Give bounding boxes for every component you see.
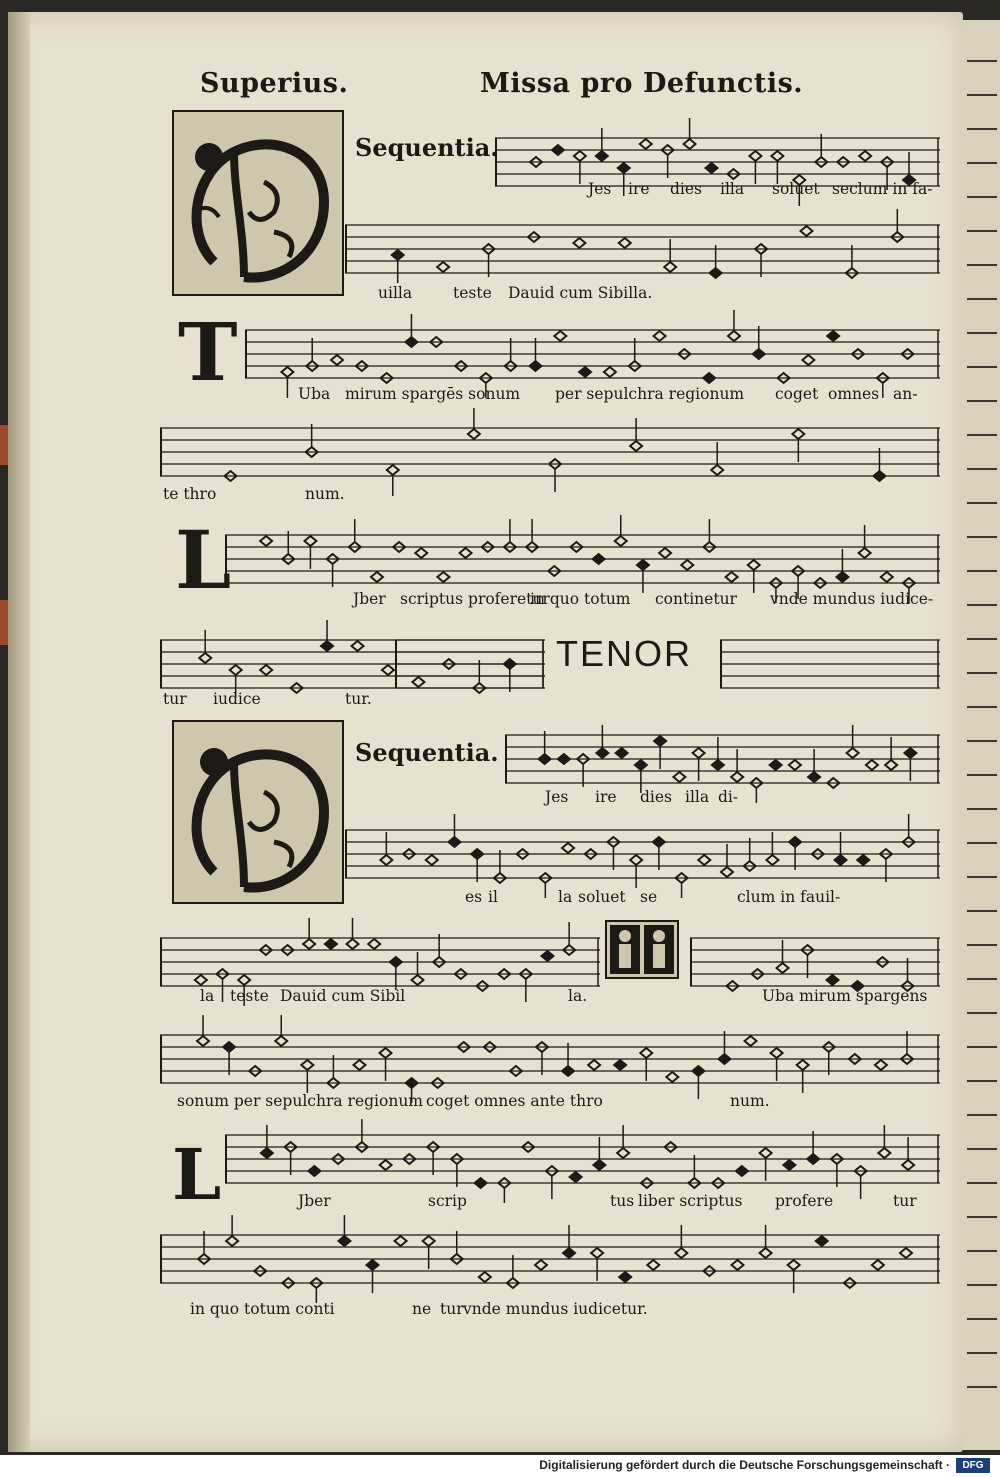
note-mark (437, 572, 449, 582)
note-mark (873, 471, 885, 481)
note-mark (836, 572, 848, 582)
note-mark (618, 163, 630, 173)
note-mark (635, 760, 647, 770)
note-mark (630, 855, 642, 865)
facing-page-line (967, 1148, 997, 1150)
note-mark (562, 1066, 574, 1076)
note-mark (460, 548, 472, 558)
note-mark (835, 855, 847, 865)
figures-icon (607, 922, 677, 977)
note-mark (728, 331, 740, 341)
lyric-syllable: il (488, 888, 498, 906)
lyric-syllable: te thro (163, 485, 217, 503)
lyric-syllable: Dauid cum Sibil (280, 987, 406, 1005)
facing-page-line (967, 570, 997, 572)
note-mark (802, 355, 814, 365)
lyric-syllable: in quo totum conti (190, 1300, 335, 1318)
note-mark (412, 975, 424, 985)
note-mark (542, 951, 554, 961)
lyric-syllable: teste (230, 987, 269, 1005)
facing-page-line (967, 1046, 997, 1048)
facing-page-line (967, 468, 997, 470)
note-mark (392, 250, 404, 260)
facing-page-line (967, 978, 997, 980)
funding-credit: Digitalisierung gefördert durch die Deutsche Forschungsgemeinschaft · (539, 1458, 950, 1472)
lyric-syllable: profere (775, 1192, 834, 1210)
lyric-syllable: mirum spargēs sonum (345, 385, 521, 403)
note-mark (197, 1036, 209, 1046)
note-mark (664, 262, 676, 272)
facing-page-line (967, 94, 997, 96)
note-mark (226, 1236, 238, 1246)
note-mark (777, 963, 789, 973)
lyric-syllable: soluet (578, 888, 626, 906)
facing-page-edge (963, 20, 1000, 1450)
facing-page-line (967, 536, 997, 538)
note-mark (760, 1148, 772, 1158)
note-mark (726, 572, 738, 582)
note-mark (573, 238, 585, 248)
note-mark (448, 837, 460, 847)
small-figure-woodcut (605, 920, 679, 979)
music-staff (225, 1115, 940, 1203)
note-mark (615, 536, 627, 546)
initial-letter-L: L (175, 513, 232, 607)
music-staff (720, 620, 940, 708)
note-mark (902, 1160, 914, 1170)
note-mark (591, 1248, 603, 1258)
bookmark-tab (0, 600, 8, 645)
note-mark (371, 572, 383, 582)
note-mark (406, 1078, 418, 1088)
note-mark (797, 1060, 809, 1070)
note-mark (731, 772, 743, 782)
note-mark (866, 760, 878, 770)
note-mark (875, 1060, 887, 1070)
note-mark (640, 139, 652, 149)
note-mark (666, 1072, 678, 1082)
facing-page-line (967, 60, 997, 62)
note-mark (703, 373, 715, 383)
section-label: Sequentia. (355, 738, 499, 767)
music-staff (160, 408, 940, 496)
facing-page-line (967, 910, 997, 912)
note-mark (675, 1248, 687, 1258)
lyric-syllable: scriptus proferetur (400, 590, 550, 608)
lyric-syllable: coget omnes ante thro (426, 1092, 603, 1110)
lyric-syllable: liber scriptus (638, 1192, 743, 1210)
note-mark (380, 855, 392, 865)
lyric-syllable: iudice (213, 690, 261, 708)
note-mark (479, 1272, 491, 1282)
lyric-syllable: sonum per sepulchra regionum (177, 1092, 423, 1110)
page-title: Missa pro Defunctis. (480, 68, 804, 99)
note-mark (698, 855, 710, 865)
lyric-syllable: continetur (655, 590, 737, 608)
lyric-syllable: tur (440, 1300, 464, 1318)
note-mark (238, 975, 250, 985)
note-mark (275, 1036, 287, 1046)
facing-page-line (967, 740, 997, 742)
lyric-syllable: soluet (772, 180, 820, 198)
note-mark (745, 1036, 757, 1046)
music-staff (345, 810, 940, 898)
note-mark (827, 975, 839, 985)
lyric-syllable: tus (610, 1192, 635, 1210)
lyric-syllable: es (465, 888, 483, 906)
note-mark (681, 560, 693, 570)
note-mark (353, 1060, 365, 1070)
note-mark (640, 1048, 652, 1058)
section-label: Sequentia. (355, 133, 499, 162)
lyric-syllable: teste (453, 284, 492, 302)
note-mark (710, 268, 722, 278)
note-mark (382, 665, 394, 675)
facing-page-line (967, 196, 997, 198)
lyric-syllable: tur (163, 690, 187, 708)
lyric-syllable: dies (670, 180, 703, 198)
facing-page-line (967, 774, 997, 776)
facing-page-line (967, 1250, 997, 1252)
note-mark (792, 429, 804, 439)
note-mark (223, 1042, 235, 1052)
note-mark (558, 754, 570, 764)
lyric-syllable: Dauid cum Sibilla. (508, 284, 653, 302)
note-mark (331, 355, 343, 365)
note-mark (304, 536, 316, 546)
facing-page-line (967, 944, 997, 946)
note-mark (904, 748, 916, 758)
note-mark (900, 1248, 912, 1258)
music-staff (345, 205, 940, 293)
note-mark (539, 754, 551, 764)
facing-page-line (967, 1352, 997, 1354)
initial-ornament-icon (174, 112, 342, 294)
voice-part-heading: Superius. (200, 68, 349, 99)
note-mark (654, 736, 666, 746)
facing-page-line (967, 230, 997, 232)
note-mark (881, 572, 893, 582)
note-mark (617, 1148, 629, 1158)
note-mark (475, 1178, 487, 1188)
note-mark (260, 536, 272, 546)
note-mark (659, 548, 671, 558)
note-mark (562, 843, 574, 853)
lyric-syllable: ire (628, 180, 650, 198)
note-mark (405, 337, 417, 347)
note-mark (387, 465, 399, 475)
note-mark (325, 939, 337, 949)
lyric-syllable: an- (893, 385, 918, 403)
note-mark (554, 331, 566, 341)
lyric-syllable: num. (730, 1092, 770, 1110)
note-mark (619, 1272, 631, 1282)
lyric-syllable: ire (595, 788, 617, 806)
note-mark (647, 1260, 659, 1270)
facing-page-line (967, 128, 997, 130)
facing-page-line (967, 1182, 997, 1184)
note-mark (788, 1260, 800, 1270)
note-mark (347, 939, 359, 949)
note-mark (570, 1172, 582, 1182)
note-mark (426, 855, 438, 865)
note-mark (230, 665, 242, 675)
voice-heading-tenor: TENOR (556, 633, 692, 674)
note-mark (808, 772, 820, 782)
note-mark (721, 867, 733, 877)
facing-page-line (967, 638, 997, 640)
note-mark (199, 653, 211, 663)
note-mark (654, 331, 666, 341)
note-mark (771, 151, 783, 161)
facing-page-line (967, 162, 997, 164)
note-mark (468, 429, 480, 439)
note-mark (859, 548, 871, 558)
note-mark (574, 151, 586, 161)
initial-ornament-icon (174, 722, 342, 902)
note-mark (878, 1148, 890, 1158)
note-mark (380, 1048, 392, 1058)
note-mark (816, 1236, 828, 1246)
initial-letter-T: T (178, 305, 238, 399)
facing-page-line (967, 808, 997, 810)
lyric-syllable: tur (893, 1192, 917, 1210)
music-staff (160, 1215, 940, 1303)
note-mark (827, 331, 839, 341)
facing-page-line (967, 876, 997, 878)
lyric-syllable: la (558, 888, 573, 906)
lyric-syllable: Jber (353, 590, 386, 608)
page-gutter (8, 12, 30, 1452)
note-mark (368, 939, 380, 949)
note-mark (732, 1260, 744, 1270)
note-mark (760, 1248, 772, 1258)
decorated-initial-woodcut (172, 720, 344, 904)
note-mark (712, 760, 724, 770)
facing-page-line (967, 1284, 997, 1286)
lyric-syllable: illa (720, 180, 745, 198)
note-mark (872, 1260, 884, 1270)
note-mark (783, 1160, 795, 1170)
note-mark (563, 1248, 575, 1258)
music-staff (160, 1015, 940, 1103)
decorated-initial-woodcut (172, 110, 344, 296)
note-mark (415, 548, 427, 558)
facing-page-line (967, 1318, 997, 1320)
note-mark (789, 760, 801, 770)
lyric-syllable: in quo totum (530, 590, 631, 608)
lyric-syllable: per sepulchra regionum (555, 385, 745, 403)
lyric-syllable: Uba mirum spargens (762, 987, 928, 1005)
note-mark (390, 957, 402, 967)
note-mark (711, 465, 723, 475)
note-mark (338, 1236, 350, 1246)
note-mark (766, 855, 778, 865)
note-mark (303, 939, 315, 949)
facing-page-line (967, 1012, 997, 1014)
facing-page-line (967, 298, 997, 300)
note-mark (308, 1166, 320, 1176)
dfg-logo-icon: DFG (956, 1458, 990, 1473)
lyric-syllable: clum in fauil- (737, 888, 841, 906)
facing-page-line (967, 1114, 997, 1116)
note-mark (614, 1060, 626, 1070)
facing-page-line (967, 672, 997, 674)
note-mark (535, 1260, 547, 1270)
note-mark (579, 367, 591, 377)
note-mark (693, 748, 705, 758)
lyric-syllable: di- (718, 788, 739, 806)
note-mark (847, 748, 859, 758)
note-mark (367, 1260, 379, 1270)
note-mark (748, 560, 760, 570)
lyric-syllable: Jes (545, 788, 569, 806)
facing-page-line (967, 1216, 997, 1218)
lyric-syllable: se (640, 888, 658, 906)
note-mark (596, 151, 608, 161)
facing-page-line (967, 502, 997, 504)
lyric-syllable: vnde mundus iudicetur. (463, 1300, 648, 1318)
bookmark-tab (0, 425, 8, 465)
note-mark (771, 1048, 783, 1058)
lyric-syllable: illa (685, 788, 710, 806)
lyric-syllable: Jes (588, 180, 612, 198)
lyric-syllable: vnde mundus iudice- (770, 590, 934, 608)
lyric-syllable: omnes (828, 385, 880, 403)
lyric-syllable: num. (305, 485, 345, 503)
lyric-syllable: ne (412, 1300, 432, 1318)
note-mark (437, 262, 449, 272)
facing-page-line (967, 706, 997, 708)
note-mark (260, 665, 272, 675)
note-mark (630, 441, 642, 451)
note-mark (857, 855, 869, 865)
note-mark (529, 361, 541, 371)
note-mark (706, 163, 718, 173)
note-mark (885, 760, 897, 770)
note-mark (352, 641, 364, 651)
facing-page-line (967, 332, 997, 334)
lyric-syllable: seclum in fa- (832, 180, 933, 198)
facing-page-line (967, 1386, 997, 1388)
note-mark (380, 1160, 392, 1170)
lyric-syllable: scrip (428, 1192, 467, 1210)
note-mark (800, 226, 812, 236)
lyric-syllable: tur. (345, 690, 372, 708)
note-mark (770, 760, 782, 770)
note-mark (596, 748, 608, 758)
note-mark (552, 145, 564, 155)
note-mark (301, 1060, 313, 1070)
note-mark (261, 1148, 273, 1158)
facing-page-line (967, 400, 997, 402)
note-mark (753, 349, 765, 359)
facing-page-line (967, 264, 997, 266)
note-mark (423, 1236, 435, 1246)
note-mark (588, 1060, 600, 1070)
lyric-syllable: Jber (298, 1192, 331, 1210)
note-mark (619, 238, 631, 248)
note-mark (807, 1154, 819, 1164)
note-mark (718, 1054, 730, 1064)
lyric-syllable: coget (775, 385, 819, 403)
note-mark (616, 748, 628, 758)
lyric-syllable: dies (640, 788, 673, 806)
note-mark (281, 367, 293, 377)
note-mark (684, 139, 696, 149)
note-mark (395, 1236, 407, 1246)
note-mark (673, 772, 685, 782)
note-mark (736, 1166, 748, 1176)
note-mark (789, 837, 801, 847)
note-mark (593, 554, 605, 564)
note-mark (637, 560, 649, 570)
note-mark (859, 151, 871, 161)
lyric-syllable: la (200, 987, 215, 1005)
facing-page-line (967, 604, 997, 606)
note-mark (749, 151, 761, 161)
digitization-footer (0, 1455, 1000, 1477)
lyric-syllable: la. (568, 987, 588, 1005)
note-mark (471, 849, 483, 859)
facing-page-line (967, 1080, 997, 1082)
facing-page-line (967, 434, 997, 436)
note-mark (321, 641, 333, 651)
note-mark (593, 1160, 605, 1170)
note-mark (653, 837, 665, 847)
note-mark (195, 975, 207, 985)
note-mark (604, 367, 616, 377)
initial-letter-L: L (172, 1133, 222, 1216)
lyric-syllable: Uba (298, 385, 331, 403)
facing-page-line (967, 842, 997, 844)
facing-page-line (967, 366, 997, 368)
note-mark (692, 1066, 704, 1076)
music-staff (395, 620, 545, 708)
lyric-syllable: uilla (378, 284, 413, 302)
